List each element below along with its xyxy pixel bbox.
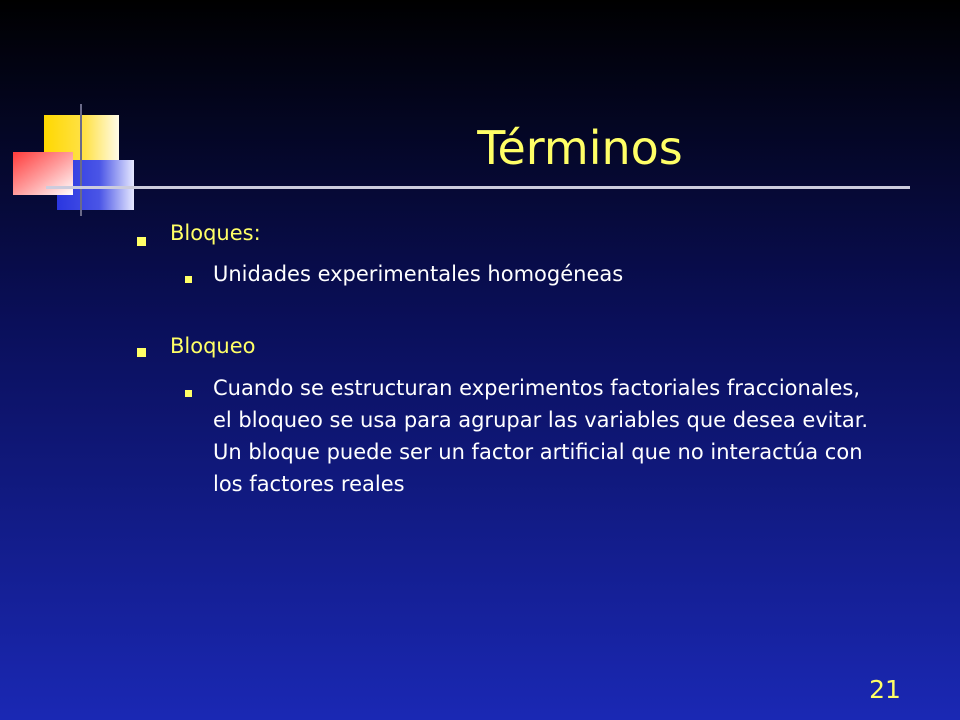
title-underline <box>46 186 910 189</box>
sub-bullet-cuando: Cuando se estructuran experimentos factoriales fraccionales, el bloqueo se usa para agrupar las variables que desea evitar. Un bloque puede ser un factor artificial que no interactúa con los factores reales <box>213 376 869 496</box>
sub-bullet-marker <box>185 390 192 397</box>
bullet-bloqueo: Bloqueo <box>170 334 256 358</box>
sub-bullet-marker <box>185 276 192 283</box>
bullet-bloques: Bloques: <box>170 221 261 245</box>
bullet-marker <box>137 348 146 357</box>
decorative-vertical-line <box>80 104 82 216</box>
sub-bullet-unidades: Unidades experimentales homogéneas <box>213 262 624 286</box>
bullet-marker <box>137 237 146 246</box>
slide-title: Términos <box>477 121 683 175</box>
page-number: 21 <box>869 675 901 704</box>
